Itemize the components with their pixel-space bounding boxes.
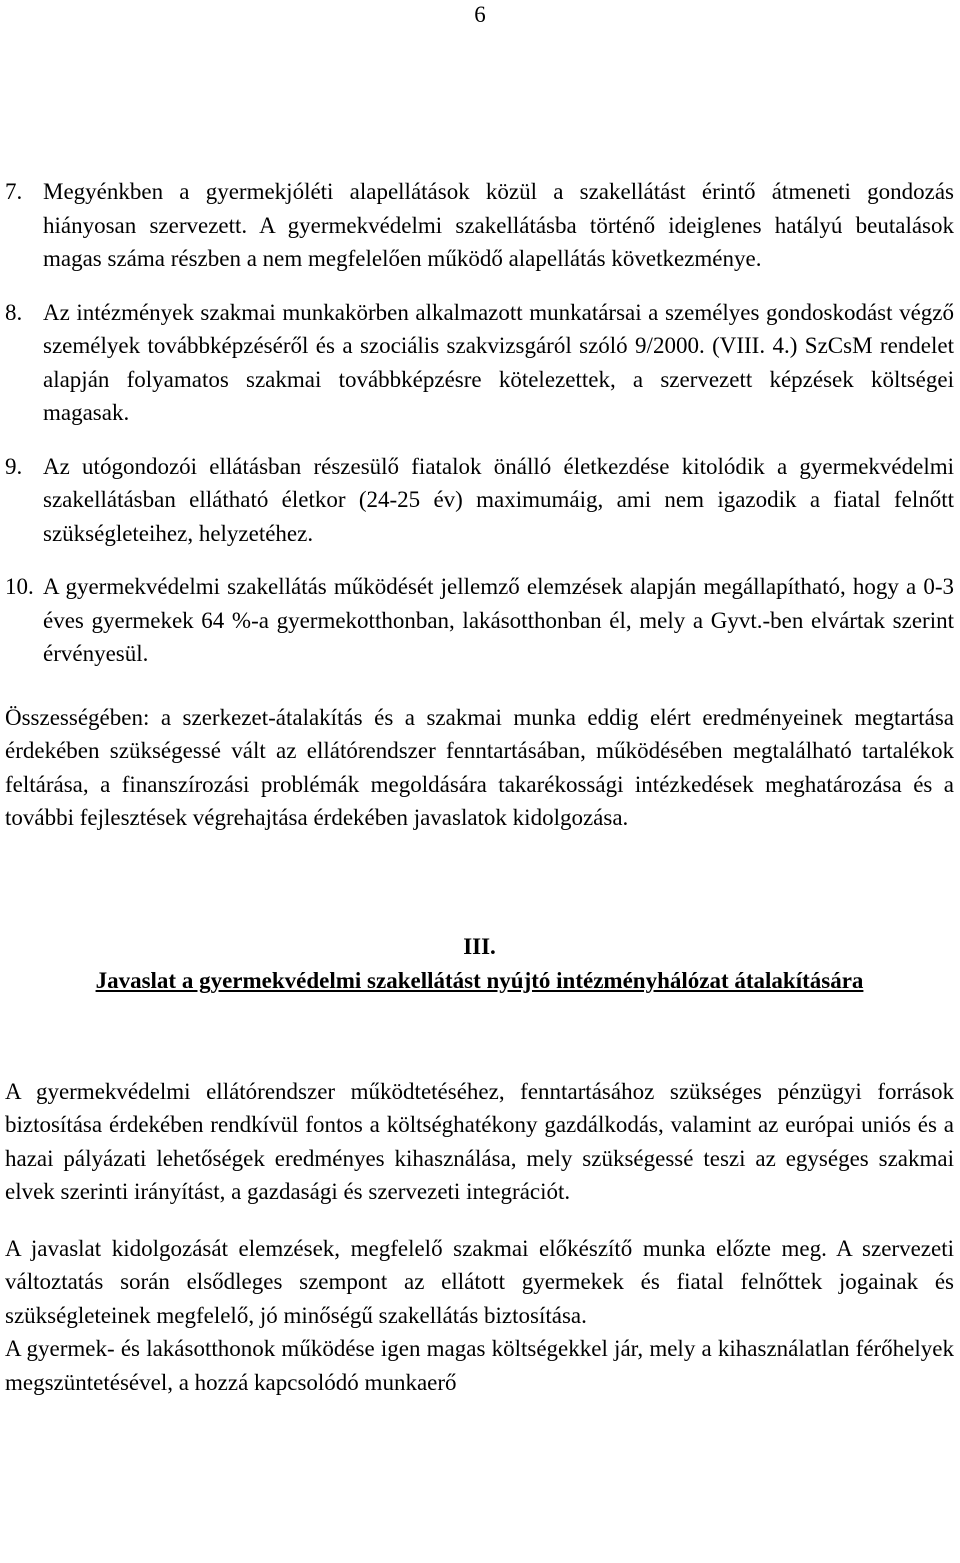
list-item-text: Az intézmények szakmai munkakörben alkalmazott munkatársai a személyes gondoskodást végző személyek továbbképzéséről és a szociális szakvizsgáról szóló 9/2000. (VIII. 4.) SzCsM rendelet alapján folyamatos szakmai továbbképzésre kötelezettek, a szervezett képzések költségei magasak. xyxy=(43,299,954,425)
list-item-8 xyxy=(5,296,954,430)
body-paragraph: A gyermek- és lakásotthonok működése igen magas költségekkel jár, mely a kihasználatlan férőhelyek megszüntetésével, a hozzá kapcsolódó munkaerő xyxy=(5,1336,954,1395)
body-paragraph: A gyermekvédelmi ellátórendszer működtetéséhez, fenntartásához szükséges pénzügyi források biztosítása érdekében rendkívül fontos a költséghatékony gazdálkodás, valamint az európai uniós és a hazai pályázati lehetőségek eredményes kihasználása, mely szükségessé teszi az egységes szakmai elvek szerinti irányítást, a gazdasági és szervezeti integrációt. xyxy=(5,1078,954,1204)
page-content xyxy=(5,175,954,1399)
list-item-number: 10. xyxy=(5,574,34,599)
list-item-number: 9. xyxy=(5,453,23,479)
body-paragraph: A javaslat kidolgozását elemzések, megfelelő szakmai előkészítő munka előzte meg. A szervezeti változtatás során elsődleges szempont az ellátott gyermekek és fiatal felnőttek jogainak és szükségleteinek megfelelő, jó minőségű szakellátás biztosítása. xyxy=(5,1235,954,1328)
page-number: 6 xyxy=(474,2,486,27)
list-item-text: A gyermekvédelmi szakellátás működését jellemző elemzések alapján megállapítható, hogy a 0-3 éves gyermekek 64 %-a gyermekotthonban, lakásotthonban él, mely a Gyvt.-ben elvártak szerint érvényesül. xyxy=(43,574,954,666)
list-item-number: 7. xyxy=(5,179,23,204)
section-title: Javaslat a gyermekvédelmi szakellátást nyújtó intézményhálózat átalakítására xyxy=(95,967,864,993)
list-item-number: 8. xyxy=(5,299,23,325)
list-item-text: Az utógondozói ellátásban részesülő fiatalok önálló életkezdése kitolódik a gyermekvédelmi szakellátásban ellátható életkor (24-25 év) maximumáig, ami nem igazodik a fiatal felnőtt szükségleteihez, helyzetéhez. xyxy=(43,453,954,546)
list-item-10 xyxy=(5,570,954,671)
list-item-9 xyxy=(5,450,954,551)
list-item-7 xyxy=(5,175,954,276)
section-number: III. xyxy=(463,933,496,959)
list-item-text: Megyénkben a gyermekjóléti alapellátások közül a szakellátást érintő átmeneti gondozás hiányosan szervezett. A gyermekvédelmi szakellátásba történő ideiglenes hatályú beutalások magas száma részben a nem megfelelően működő alapellátás következménye. xyxy=(43,179,954,271)
summary-paragraph: Összességében: a szerkezet-átalakítás és a szakmai munka eddig elért eredményeinek megtartása érdekében szükségessé vált az ellátórendszer fenntartásában, működésében megtalálható tartalékok feltárása, a finanszírozási problémák megoldására takarékossági intézkedések meghatározása és a további fejlesztések végrehajtása érdekében javaslatok kidolgozása. xyxy=(5,704,954,830)
